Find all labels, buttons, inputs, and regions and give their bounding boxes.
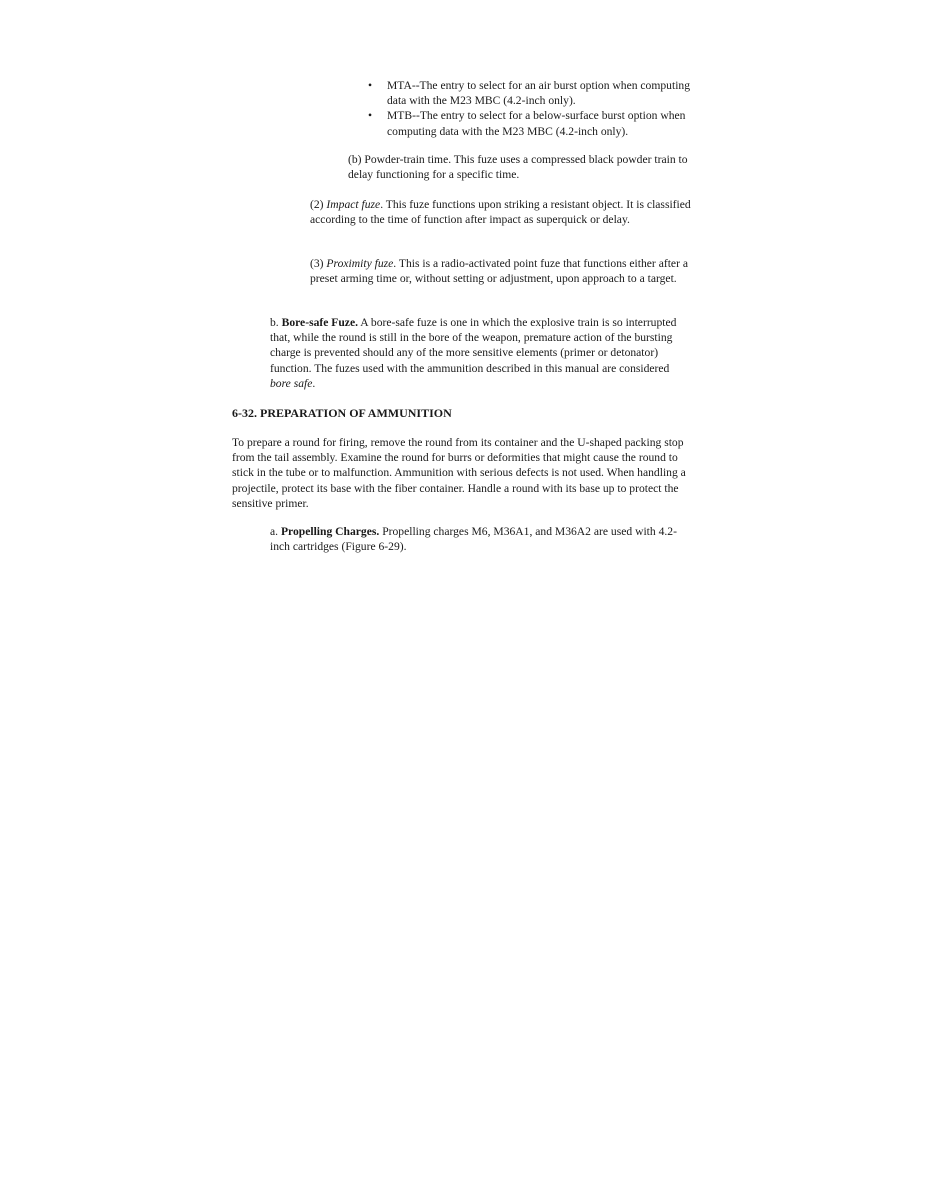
propelling-prefix: a. xyxy=(270,525,281,538)
list-item xyxy=(368,108,708,138)
impact-text: . This fuze functions upon striking a resistant object. It is classified according to the time of function after impact as superquick or delay. xyxy=(310,198,691,227)
powder-train-paragraph: (b) Powder-train time. This fuze uses a compressed black powder train to delay functioning for a specific time. xyxy=(348,153,688,182)
burst-option-list xyxy=(368,78,708,139)
propelling-text: Propelling charges M6, M36A1, and M36A2 are used with 4.2-inch cartridges (Figure 6-29). xyxy=(270,525,677,554)
section-heading: 6-32. PREPARATION OF AMMUNITION xyxy=(232,406,452,420)
bullet-icon: • xyxy=(368,79,373,92)
proximity-prefix: (3) xyxy=(310,257,327,270)
propelling-term: Propelling Charges. xyxy=(280,525,380,538)
impact-prefix: (2) xyxy=(310,198,327,211)
bore-safe-prefix: b. xyxy=(270,316,282,329)
bore-safe-term2: bore safe xyxy=(270,376,313,390)
bullet-icon: • xyxy=(368,109,373,123)
bullet-text-mta: MTA--The entry to select for an air burst option when computing data with the M23 MBC (4.2-inch only). xyxy=(387,79,691,108)
proximity-text: . This is a radio-activated point fuze that functions either after a preset arming time or, without setting or adjustment, upon approach to a target. xyxy=(310,257,688,286)
impact-term: Impact fuze xyxy=(326,198,381,211)
proximity-fuze-paragraph xyxy=(310,256,708,286)
preparation-paragraph: To prepare a round for firing, remove the round from its container and the U-shaped packing stop from the tail assembly. Examine the round for burrs or deformities that might cause the round to stick in the tube or to malfunction. Ammunition with serious defects is not used. When handling a projectile, protect its base with the fiber container. Handle a round with its base up to protect the sensitive primer. xyxy=(232,436,686,510)
propelling-charges-paragraph xyxy=(270,524,690,554)
proximity-term: Proximity fuze xyxy=(326,257,394,270)
bore-safe-term: Bore-safe Fuze. xyxy=(281,316,359,329)
bullet-text-mtb: MTB--The entry to select for a below-surface burst option when computing data with the M23 MBC (4.2-inch only). xyxy=(387,109,686,138)
bore-safe-paragraph xyxy=(270,315,688,391)
impact-fuze-paragraph xyxy=(310,197,708,227)
list-item xyxy=(368,78,708,108)
bore-safe-text: A bore-safe fuze is one in which the explosive train is so interrupted that, while the round is still in the bore of the weapon, premature action of the bursting charge is prevented should any of the more sensitive elements (primer or detonator) function. The fuzes used with the ammunition described in this manual are considered xyxy=(270,316,677,375)
bore-safe-end: . xyxy=(312,376,316,390)
